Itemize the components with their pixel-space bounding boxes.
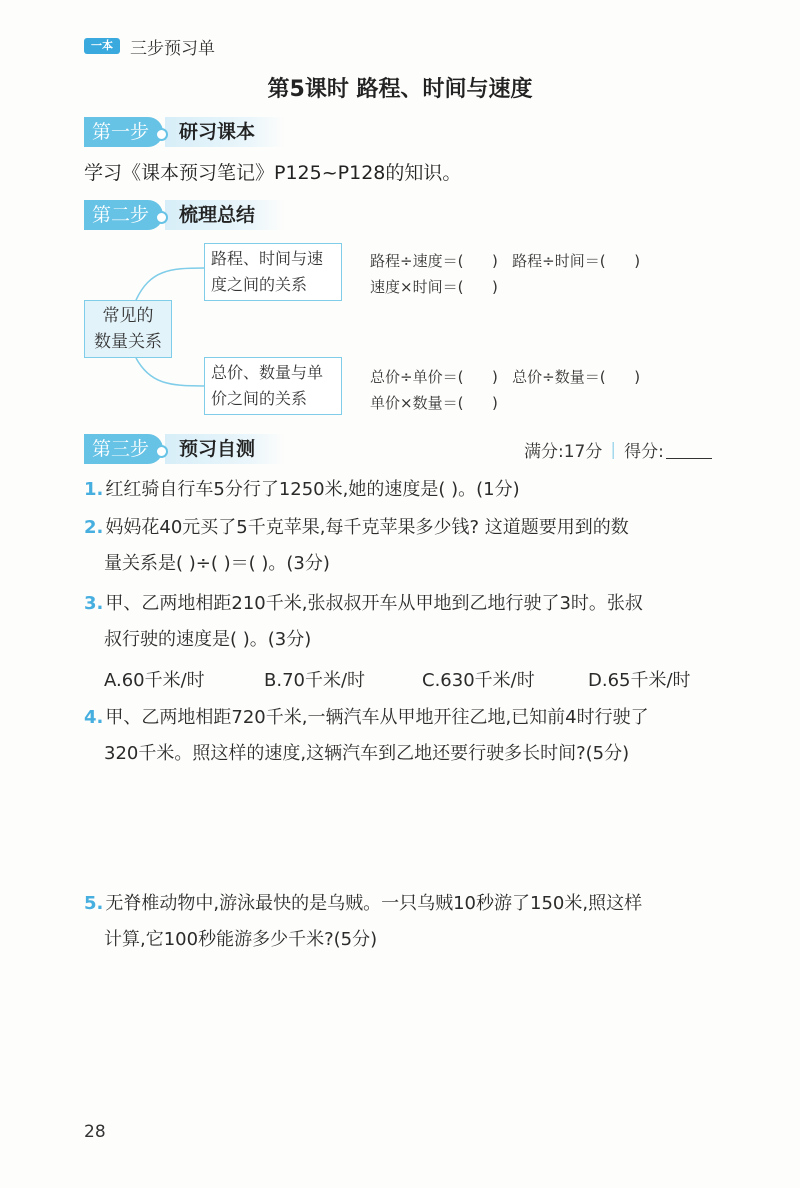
lesson-title: 第5课时 路程、时间与速度 xyxy=(267,77,533,102)
question-number: 1. xyxy=(84,479,104,500)
option-b[interactable]: B.70千米/时 xyxy=(264,670,366,691)
score-label: 得分: xyxy=(624,442,664,462)
page-number: 28 xyxy=(84,1122,106,1142)
full-score: 满分:17分 xyxy=(524,442,603,462)
option-c[interactable]: C.630千米/时 xyxy=(422,670,535,691)
bullet-icon xyxy=(155,445,168,458)
question-number: 2. xyxy=(84,517,104,538)
study-instruction: 学习《课本预习笔记》P125~P128的知识。 xyxy=(84,162,462,184)
question-4 xyxy=(84,700,734,772)
question-1 xyxy=(84,472,734,508)
question-2 xyxy=(84,510,734,582)
step-name: 预习自测 xyxy=(165,434,285,464)
step-label: 第二步 xyxy=(84,200,163,230)
concept-node-price: 总价、数量与单 价之间的关系 xyxy=(204,357,342,415)
choice-options xyxy=(104,666,734,692)
question-text: 量关系是( )÷( )＝( )。(3分) xyxy=(104,553,330,574)
formula-line: 单价×数量＝( ) xyxy=(370,394,498,412)
question-text: 320千米。照这样的速度,这辆汽车到乙地还要行驶多长时间?(5分) xyxy=(104,743,630,764)
question-text: 甲、乙两地相距720千米,一辆汽车从甲地开往乙地,已知前4时行驶了 xyxy=(105,707,649,728)
question-text: 无脊椎动物中,游泳最快的是乌贼。一只乌贼10秒游了150米,照这样 xyxy=(105,893,643,914)
step-3-banner xyxy=(84,434,285,464)
step-name: 梳理总结 xyxy=(165,200,285,230)
answer-space-4[interactable] xyxy=(84,780,734,880)
question-text: 甲、乙两地相距210千米,张叔叔开车从甲地到乙地行驶了3时。张叔 xyxy=(105,593,643,614)
concept-root: 常见的 数量关系 xyxy=(84,300,172,358)
question-text: 妈妈花40元买了5千克苹果,每千克苹果多少钱? 这道题要用到的数 xyxy=(105,517,629,538)
brand-badge: 一本 xyxy=(84,38,120,54)
answer-space-5[interactable] xyxy=(84,966,734,1106)
question-text: 红红骑自行车5分行了1250米,她的速度是( )。(1分) xyxy=(105,479,520,500)
score-blank[interactable] xyxy=(666,440,712,459)
formula-line: 总价÷单价＝( ) 总价÷数量＝( ) xyxy=(370,368,641,386)
question-3 xyxy=(84,586,734,658)
question-5 xyxy=(84,886,734,958)
step-label: 第三步 xyxy=(84,434,163,464)
question-number: 4. xyxy=(84,707,104,728)
formula-line: 路程÷速度＝( ) 路程÷时间＝( ) xyxy=(370,252,641,270)
question-text: 叔行驶的速度是( )。(3分) xyxy=(104,629,312,650)
step-name: 研习课本 xyxy=(165,117,285,147)
question-number: 5. xyxy=(84,893,104,914)
option-d[interactable]: D.65千米/时 xyxy=(588,670,691,691)
question-number: 3. xyxy=(84,593,104,614)
formula-line: 速度×时间＝( ) xyxy=(370,278,498,296)
score-box xyxy=(524,437,712,462)
step-label: 第一步 xyxy=(84,117,163,147)
concept-node-distance: 路程、时间与速 度之间的关系 xyxy=(204,243,342,301)
question-text: 计算,它100秒能游多少千米?(5分) xyxy=(104,929,378,950)
option-a[interactable]: A.60千米/时 xyxy=(104,670,205,691)
series-title: 三步预习单 xyxy=(130,39,215,59)
divider: | xyxy=(610,439,617,460)
